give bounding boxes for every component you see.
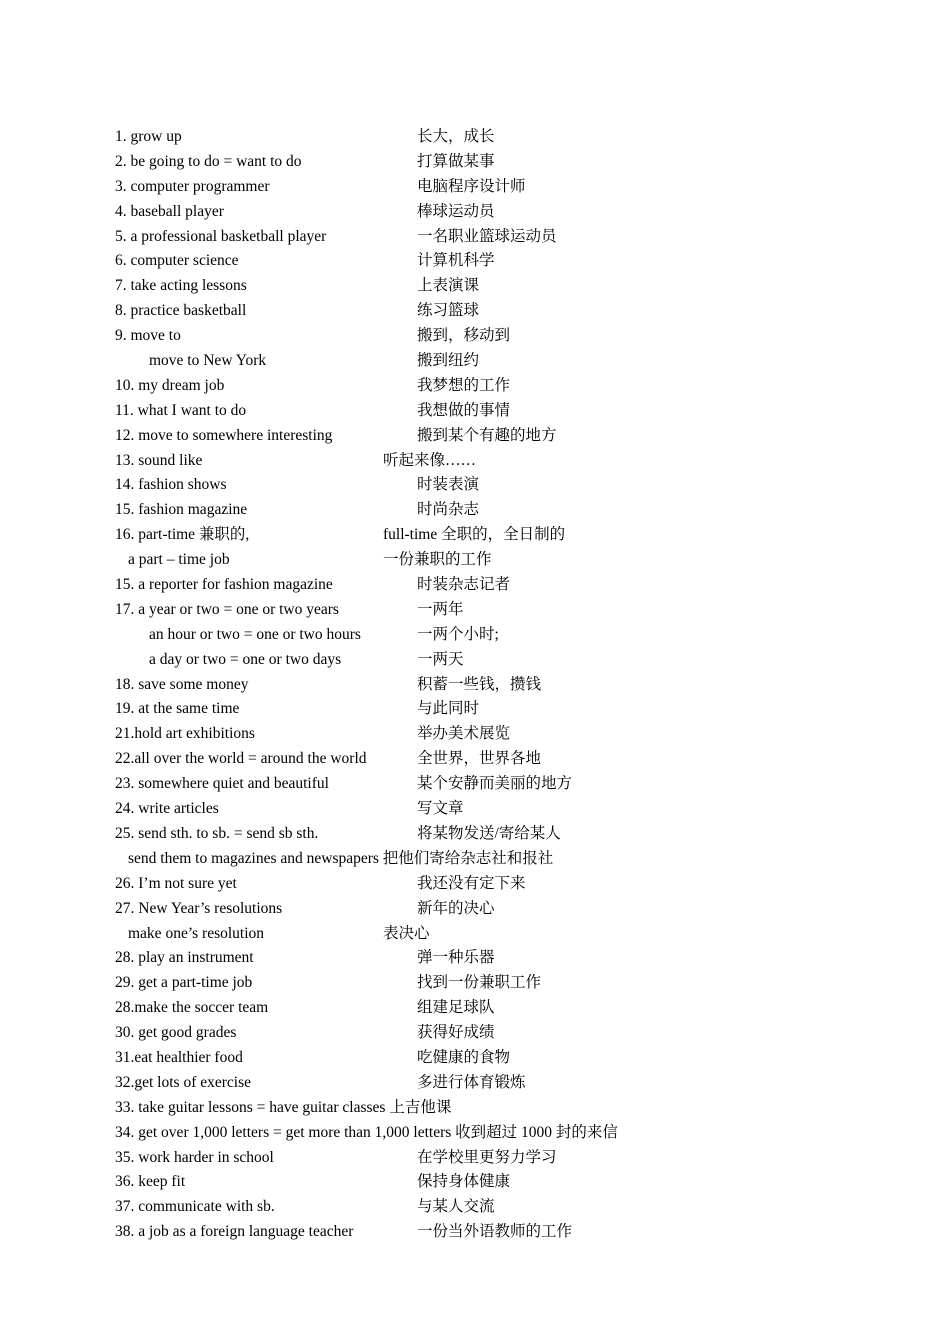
phrase-en: 36. keep fit bbox=[115, 1173, 186, 1191]
phrase-en: 31.eat healthier food bbox=[115, 1048, 243, 1066]
phrase-zh: 一份当外语教师的工作 bbox=[417, 1223, 573, 1241]
phrase-zh: 时尚杂志 bbox=[417, 501, 480, 519]
list-item bbox=[115, 996, 895, 1021]
list-item bbox=[115, 473, 895, 498]
list-item bbox=[115, 623, 895, 648]
list-item bbox=[115, 548, 895, 573]
phrase-en: 15. fashion magazine bbox=[115, 501, 248, 519]
phrase-en: 14. fashion shows bbox=[115, 476, 227, 494]
phrase-zh: 新年的决心 bbox=[417, 899, 495, 917]
list-item bbox=[115, 722, 895, 747]
phrase-en: 17. a year or two = one or two years bbox=[115, 600, 339, 618]
list-item bbox=[115, 1046, 895, 1071]
phrase-en: 24. write articles bbox=[115, 800, 219, 818]
phrase-zh: 在学校里更努力学习 bbox=[417, 1148, 557, 1166]
phrase-en: 2. be going to do = want to do bbox=[115, 152, 302, 170]
phrase-zh: 听起来像…… bbox=[383, 451, 477, 469]
list-item bbox=[115, 946, 895, 971]
phrase-zh: 多进行体育锻炼 bbox=[417, 1073, 526, 1091]
list-item bbox=[115, 847, 895, 872]
list-item bbox=[115, 1021, 895, 1046]
vocabulary-list bbox=[115, 125, 895, 1245]
phrase-zh: 举办美术展览 bbox=[417, 725, 511, 743]
phrase-en: 15. a reporter for fashion magazine bbox=[115, 576, 333, 594]
list-item bbox=[115, 175, 895, 200]
phrase-zh: 我想做的事情 bbox=[417, 401, 511, 419]
phrase-en: 3. computer programmer bbox=[115, 177, 270, 195]
list-item bbox=[115, 1195, 895, 1220]
phrase-zh: 搬到某个有趣的地方 bbox=[417, 426, 557, 444]
phrase-zh: 表决心 bbox=[383, 924, 430, 942]
phrase-zh: 打算做某事 bbox=[417, 152, 495, 170]
phrase-en: an hour or two = one or two hours bbox=[149, 625, 361, 643]
phrase-en: 22.all over the world = around the world bbox=[115, 750, 367, 768]
phrase-zh: 一份兼职的工作 bbox=[383, 551, 492, 569]
phrase-en: 26. I’m not sure yet bbox=[115, 874, 237, 892]
list-item bbox=[115, 648, 895, 673]
list-item bbox=[115, 249, 895, 274]
phrase-zh: 时装表演 bbox=[417, 476, 480, 494]
phrase-zh: full-time 全职的，全日制的 bbox=[383, 526, 566, 544]
phrase-en: 9. move to bbox=[115, 327, 181, 345]
phrase-en: 16. part-time 兼职的, bbox=[115, 526, 250, 544]
list-item bbox=[115, 922, 895, 947]
phrase-zh: 上表演课 bbox=[417, 277, 480, 295]
phrase-zh: 一两年 bbox=[417, 600, 464, 618]
phrase-en: 34. get over 1,000 letters = get more than 1,000 letters 收到超过 1000 封的来信 bbox=[115, 1123, 618, 1141]
phrase-zh: 某个安静而美丽的地方 bbox=[417, 775, 573, 793]
phrase-zh: 将某物发送/寄给某人 bbox=[417, 824, 561, 842]
list-item bbox=[115, 374, 895, 399]
list-item bbox=[115, 1121, 895, 1146]
phrase-zh: 与此同时 bbox=[417, 700, 480, 718]
list-item bbox=[115, 1071, 895, 1096]
phrase-en: 19. at the same time bbox=[115, 700, 240, 718]
phrase-en: 23. somewhere quiet and beautiful bbox=[115, 775, 329, 793]
phrase-en: 4. baseball player bbox=[115, 202, 224, 220]
phrase-en: 7. take acting lessons bbox=[115, 277, 247, 295]
list-item bbox=[115, 971, 895, 996]
phrase-en: a day or two = one or two days bbox=[149, 650, 342, 668]
list-item bbox=[115, 449, 895, 474]
phrase-en: 38. a job as a foreign language teacher bbox=[115, 1223, 354, 1241]
phrase-en: 32.get lots of exercise bbox=[115, 1073, 252, 1091]
list-item bbox=[115, 399, 895, 424]
phrase-en: 8. practice basketball bbox=[115, 302, 247, 320]
phrase-en: 11. what I want to do bbox=[115, 401, 247, 419]
phrase-en: 25. send sth. to sb. = send sb sth. bbox=[115, 824, 319, 842]
list-item bbox=[115, 125, 895, 150]
phrase-en: 35. work harder in school bbox=[115, 1148, 274, 1166]
list-item bbox=[115, 274, 895, 299]
phrase-en: 30. get good grades bbox=[115, 1024, 237, 1042]
phrase-zh: 搬到，移动到 bbox=[417, 327, 511, 345]
phrase-en: a part – time job bbox=[128, 551, 230, 569]
list-item bbox=[115, 424, 895, 449]
list-item bbox=[115, 1220, 895, 1245]
list-item bbox=[115, 225, 895, 250]
phrase-zh: 获得好成绩 bbox=[417, 1024, 495, 1042]
list-item bbox=[115, 797, 895, 822]
list-item bbox=[115, 772, 895, 797]
phrase-zh: 电脑程序设计师 bbox=[417, 177, 526, 195]
phrase-en: send them to magazines and newspapers 把他们寄给杂志社和报社 bbox=[128, 849, 554, 867]
phrase-en: 12. move to somewhere interesting bbox=[115, 426, 333, 444]
list-item bbox=[115, 150, 895, 175]
phrase-zh: 一两个小时; bbox=[417, 625, 499, 643]
list-item bbox=[115, 697, 895, 722]
phrase-en: 27. New Year’s resolutions bbox=[115, 899, 283, 917]
phrase-en: 6. computer science bbox=[115, 252, 239, 270]
list-item bbox=[115, 1170, 895, 1195]
list-item bbox=[115, 822, 895, 847]
list-item bbox=[115, 673, 895, 698]
list-item bbox=[115, 349, 895, 374]
list-item bbox=[115, 897, 895, 922]
phrase-zh: 我梦想的工作 bbox=[417, 376, 511, 394]
phrase-en: 18. save some money bbox=[115, 675, 249, 693]
phrase-zh: 写文章 bbox=[417, 800, 464, 818]
phrase-en: 28.make the soccer team bbox=[115, 999, 269, 1017]
phrase-zh: 一名职业篮球运动员 bbox=[417, 227, 557, 245]
phrase-zh: 找到一份兼职工作 bbox=[417, 974, 542, 992]
phrase-zh: 计算机科学 bbox=[417, 252, 495, 270]
phrase-en: 37. communicate with sb. bbox=[115, 1198, 275, 1216]
list-item bbox=[115, 498, 895, 523]
list-item bbox=[115, 299, 895, 324]
phrase-en: 13. sound like bbox=[115, 451, 203, 469]
phrase-zh: 弹一种乐器 bbox=[417, 949, 495, 967]
phrase-zh: 吃健康的食物 bbox=[417, 1048, 511, 1066]
list-item bbox=[115, 872, 895, 897]
phrase-en: 10. my dream job bbox=[115, 376, 225, 394]
list-item bbox=[115, 573, 895, 598]
list-item bbox=[115, 324, 895, 349]
phrase-en: 28. play an instrument bbox=[115, 949, 254, 967]
phrase-zh: 全世界，世界各地 bbox=[417, 750, 542, 768]
phrase-zh: 保持身体健康 bbox=[417, 1173, 511, 1191]
phrase-en: 33. take guitar lessons = have guitar classes 上吉他课 bbox=[115, 1098, 452, 1116]
phrase-zh: 一两天 bbox=[417, 650, 464, 668]
phrase-en: 29. get a part-time job bbox=[115, 974, 253, 992]
phrase-zh: 与某人交流 bbox=[417, 1198, 495, 1216]
phrase-en: make one’s resolution bbox=[128, 924, 265, 942]
list-item bbox=[115, 1146, 895, 1171]
phrase-zh: 长大，成长 bbox=[417, 128, 495, 145]
phrase-zh: 我还没有定下来 bbox=[417, 874, 526, 892]
phrase-en: 21.hold art exhibitions bbox=[115, 725, 255, 743]
phrase-zh: 积蓄一些钱，攒钱 bbox=[417, 675, 542, 693]
list-item bbox=[115, 598, 895, 623]
phrase-zh: 组建足球队 bbox=[417, 999, 495, 1017]
phrase-zh: 搬到纽约 bbox=[417, 352, 480, 370]
phrase-zh: 练习篮球 bbox=[417, 302, 480, 320]
list-item bbox=[115, 523, 895, 548]
list-item bbox=[115, 747, 895, 772]
list-item bbox=[115, 1096, 895, 1121]
phrase-zh: 棒球运动员 bbox=[417, 202, 495, 220]
phrase-en: move to New York bbox=[149, 352, 267, 370]
list-item bbox=[115, 200, 895, 225]
phrase-zh: 时装杂志记者 bbox=[417, 576, 511, 594]
phrase-en: 1. grow up bbox=[115, 128, 182, 145]
phrase-en: 5. a professional basketball player bbox=[115, 227, 327, 245]
